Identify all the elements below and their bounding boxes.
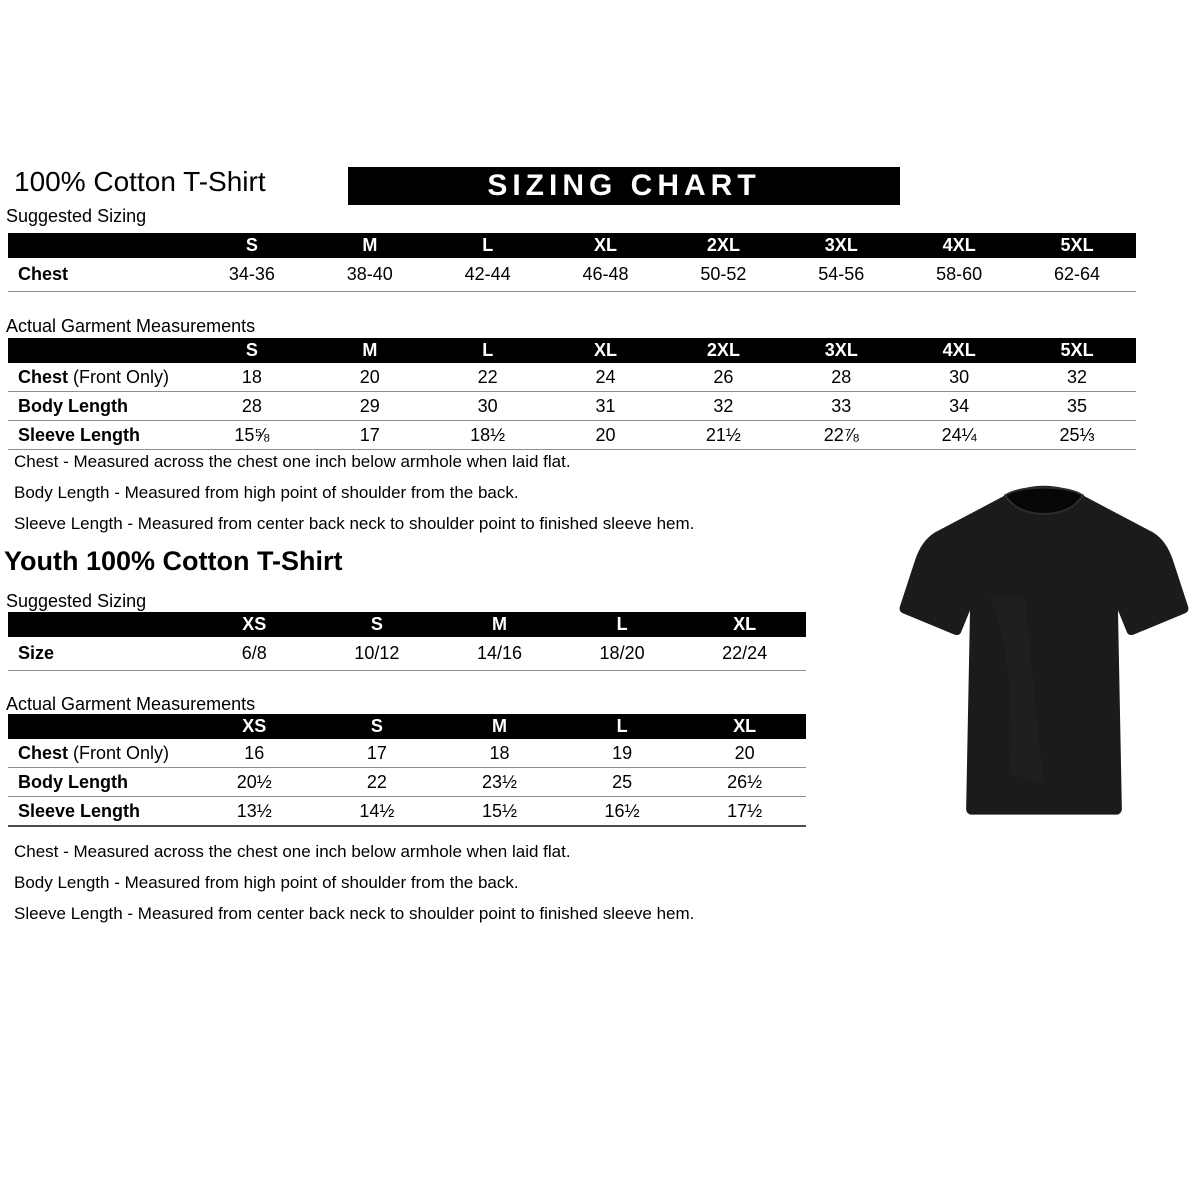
row-label: Sleeve Length (18, 424, 141, 445)
value-cell: 23½ (438, 768, 561, 797)
value-cell: 22 (429, 363, 547, 392)
row-label: Chest (18, 264, 69, 284)
value-cell: 46-48 (547, 258, 665, 292)
value-cell: 20 (547, 421, 665, 450)
size-header: L (561, 714, 684, 739)
value-cell: 10/12 (316, 637, 439, 671)
value-cell: 20½ (193, 768, 316, 797)
size-header: 5XL (1018, 338, 1136, 363)
table-row (8, 768, 806, 797)
youth-suggested-sizing-table (8, 612, 806, 671)
table-row (8, 258, 1136, 292)
value-cell: 50-52 (665, 258, 783, 292)
table-row (8, 797, 806, 827)
row-label-suffix: (Front Only) (68, 742, 170, 763)
size-header: 3XL (782, 338, 900, 363)
value-cell: 18 (193, 363, 311, 392)
table-row (8, 637, 806, 671)
size-header: 3XL (782, 233, 900, 258)
value-cell: 24¼ (900, 421, 1018, 450)
adult-actual-measurements-label: Actual Garment Measurements (6, 316, 256, 336)
header-spacer (8, 714, 193, 739)
header-spacer (8, 338, 193, 363)
table-row (8, 421, 1136, 450)
black-tshirt-image (898, 476, 1190, 838)
value-cell: 20 (311, 363, 429, 392)
note-line: Body Length - Measured from high point of shoulder from the back. (14, 483, 519, 502)
table-header-row (8, 338, 1136, 363)
value-cell: 22/24 (683, 637, 806, 671)
size-header: S (193, 338, 311, 363)
value-cell: 32 (665, 392, 783, 421)
value-cell: 28 (193, 392, 311, 421)
size-header: 2XL (665, 338, 783, 363)
table-row (8, 363, 1136, 392)
size-header: XL (683, 612, 806, 637)
value-cell: 18½ (429, 421, 547, 450)
youth-section-title: Youth 100% Cotton T-Shirt (4, 546, 343, 576)
size-header: XS (193, 714, 316, 739)
size-header: M (438, 714, 561, 739)
note-line: Body Length - Measured from high point of shoulder from the back. (14, 873, 519, 892)
size-header: L (429, 338, 547, 363)
row-label: Body Length (18, 771, 128, 792)
youth-measurement-notes (14, 842, 694, 935)
value-cell: 30 (429, 392, 547, 421)
row-label: Sleeve Length (18, 800, 141, 821)
value-cell: 15⅝ (193, 421, 311, 450)
value-cell: 25⅓ (1018, 421, 1136, 450)
adult-actual-measurements-table (8, 338, 1136, 450)
row-label: Size (18, 643, 55, 663)
value-cell: 26½ (683, 768, 806, 797)
table-header-row (8, 714, 806, 739)
size-header: 4XL (900, 338, 1018, 363)
value-cell: 28 (782, 363, 900, 392)
size-header: XL (547, 338, 665, 363)
size-header: 4XL (900, 233, 1018, 258)
size-header: S (316, 612, 439, 637)
header-spacer (8, 612, 193, 637)
row-label: Chest (18, 366, 69, 387)
row-label: Chest (18, 742, 69, 763)
youth-suggested-sizing-label: Suggested Sizing (6, 591, 147, 611)
note-line: Chest - Measured across the chest one inch below armhole when laid flat. (14, 452, 571, 471)
size-header: 5XL (1018, 233, 1136, 258)
value-cell: 31 (547, 392, 665, 421)
value-cell: 29 (311, 392, 429, 421)
size-header: XL (683, 714, 806, 739)
table-header-row (8, 233, 1136, 258)
header-spacer (8, 233, 193, 258)
value-cell: 16 (193, 739, 316, 768)
value-cell: 54-56 (782, 258, 900, 292)
value-cell: 15½ (438, 797, 561, 827)
adult-suggested-sizing-table (8, 233, 1136, 292)
value-cell: 17½ (683, 797, 806, 827)
sizing-chart-banner: SIZING CHART (348, 167, 900, 205)
youth-actual-measurements-label: Actual Garment Measurements (6, 694, 256, 714)
note-line: Sleeve Length - Measured from center back neck to shoulder point to finished sleeve hem. (14, 904, 695, 923)
value-cell: 18 (438, 739, 561, 768)
value-cell: 25 (561, 768, 684, 797)
value-cell: 13½ (193, 797, 316, 827)
value-cell: 30 (900, 363, 1018, 392)
table-header-row (8, 612, 806, 637)
value-cell: 22⅞ (782, 421, 900, 450)
value-cell: 20 (683, 739, 806, 768)
value-cell: 17 (316, 739, 439, 768)
adult-suggested-sizing-label: Suggested Sizing (6, 206, 147, 226)
size-header: M (438, 612, 561, 637)
youth-actual-measurements-table (8, 714, 806, 827)
value-cell: 17 (311, 421, 429, 450)
page-title: 100% Cotton T-Shirt (14, 166, 266, 197)
size-header: S (316, 714, 439, 739)
value-cell: 21½ (665, 421, 783, 450)
value-cell: 58-60 (900, 258, 1018, 292)
value-cell: 14½ (316, 797, 439, 827)
size-header: S (193, 233, 311, 258)
value-cell: 14/16 (438, 637, 561, 671)
size-header: M (311, 338, 429, 363)
value-cell: 19 (561, 739, 684, 768)
row-label-suffix: (Front Only) (68, 366, 170, 387)
value-cell: 22 (316, 768, 439, 797)
value-cell: 18/20 (561, 637, 684, 671)
value-cell: 32 (1018, 363, 1136, 392)
value-cell: 35 (1018, 392, 1136, 421)
adult-measurement-notes (14, 452, 694, 545)
size-header: 2XL (665, 233, 783, 258)
size-header: M (311, 233, 429, 258)
table-row (8, 739, 806, 768)
size-header: L (561, 612, 684, 637)
value-cell: 38-40 (311, 258, 429, 292)
value-cell: 42-44 (429, 258, 547, 292)
size-header: L (429, 233, 547, 258)
note-line: Chest - Measured across the chest one inch below armhole when laid flat. (14, 842, 571, 861)
value-cell: 26 (665, 363, 783, 392)
value-cell: 6/8 (193, 637, 316, 671)
value-cell: 16½ (561, 797, 684, 827)
value-cell: 62-64 (1018, 258, 1136, 292)
value-cell: 34 (900, 392, 1018, 421)
value-cell: 24 (547, 363, 665, 392)
size-header: XS (193, 612, 316, 637)
size-header: XL (547, 233, 665, 258)
note-line: Sleeve Length - Measured from center back neck to shoulder point to finished sleeve hem. (14, 514, 695, 533)
row-label: Body Length (18, 395, 128, 416)
table-row (8, 392, 1136, 421)
value-cell: 33 (782, 392, 900, 421)
value-cell: 34-36 (193, 258, 311, 292)
